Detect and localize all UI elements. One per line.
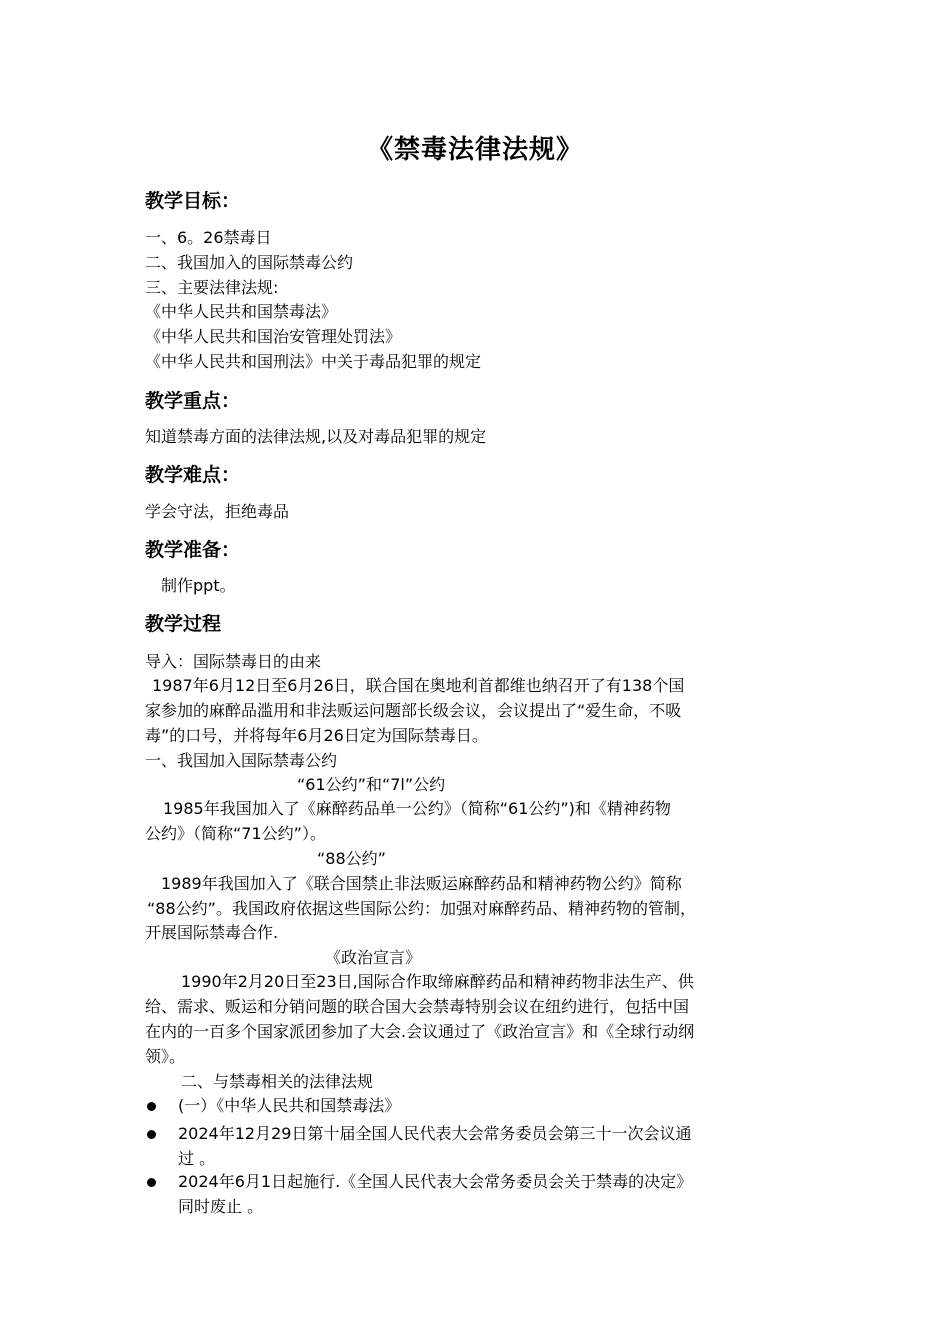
bullet-dot-icon: [147, 1130, 156, 1139]
intro-para-line: 家参加的麻醉品滥用和非法贩运问题部长级会议，会议提出了“爱生命，不吸: [145, 701, 682, 720]
goals-item: 三、主要法律法规:: [145, 278, 279, 297]
section-2-heading: 二、与禁毒相关的法律法规: [181, 1072, 374, 1091]
difficulty-heading: 教学难点：: [145, 464, 241, 486]
intro-para-line: 毒”的口号，并将每年6月26日定为国际禁毒日。: [145, 726, 488, 745]
bullet-text: 2024年6月1日起施行.《全国人民代表大会常务委员会关于禁毒的决定》: [178, 1172, 693, 1191]
bullet-item: [145, 1094, 825, 1118]
prep-heading: 教学准备：: [145, 539, 241, 561]
para-2-line: 1989年我国加入了《联合国禁止非法贩运麻醉药品和精神药物公约》简称: [161, 874, 682, 893]
process-heading: 教学过程: [145, 613, 222, 635]
difficulty-text: 学会守法，拒绝毒品: [145, 502, 290, 521]
goals-heading: 教学目标：: [145, 190, 241, 212]
prep-text: 制作ppt。: [161, 576, 236, 595]
document-title: 《禁毒法律法规》: [366, 135, 583, 165]
key-points-text: 知道禁毒方面的法律法规,以及对毒品犯罪的规定: [145, 427, 487, 446]
para-1-line: 1985年我国加入了《麻醉药品单一公约》（简称“61公约”)和《精神药物: [163, 799, 671, 818]
para-2-line: 开展国际禁毒合作.: [145, 923, 279, 942]
intro-para-line: 1987年6月12日至6月26日，联合国在奥地利首都维也纳召开了有138个国: [152, 676, 685, 695]
para-3-line: 在内的一百多个国家派团参加了大会.会议通过了《政治宣言》和《全球行动纲: [145, 1022, 695, 1041]
bullet-item: [145, 1122, 825, 1170]
goals-item: 二、我国加入的国际禁毒公约: [145, 253, 354, 272]
goals-item: 一、6。26禁毒日: [145, 228, 272, 247]
para-3-line: 给、需求、贩运和分销问题的联合国大会禁毒特别会议在纽约进行，包括中国: [145, 997, 690, 1016]
bullet-text: 过 。: [178, 1149, 216, 1168]
intro-label: 导入：国际禁毒日的由来: [145, 652, 322, 671]
subheading-88: “88公约”: [317, 849, 386, 868]
goals-item: 《中华人民共和国治安管理处罚法》: [145, 327, 402, 346]
key-points-heading: 教学重点：: [145, 390, 241, 412]
para-1-line: 公约》（简称“71公约”）。: [145, 824, 326, 843]
section-1-heading: 一、我国加入国际禁毒公约: [145, 751, 338, 770]
para-3-line: 1990年2月20日至23日,国际合作取缔麻醉药品和精神药物非法生产、供: [181, 972, 694, 991]
subheading-61-71: “61公约”和“7l”公约: [297, 775, 446, 794]
bullet-text: (一）《中华人民共和国禁毒法》: [178, 1096, 401, 1115]
bullet-dot-icon: [147, 1102, 156, 1111]
bullet-text: 同时废止 。: [178, 1197, 264, 1216]
goals-item: 《中华人民共和国禁毒法》: [145, 302, 338, 321]
para-2-line: “88公约”。我国政府依据这些国际公约：加强对麻醉药品、精神药物的管制，: [147, 899, 696, 918]
bullet-item: [145, 1170, 825, 1218]
para-3-line: 领》。: [145, 1047, 186, 1066]
bullet-dot-icon: [147, 1178, 156, 1187]
goals-item: 《中华人民共和国刑法》中关于毒品犯罪的规定: [145, 352, 482, 371]
bullet-text: 2024年12月29日第十届全国人民代表大会常务委员会第三十一次会议通: [178, 1124, 692, 1143]
subheading-political-declaration: 《政治宣言》: [325, 948, 422, 967]
